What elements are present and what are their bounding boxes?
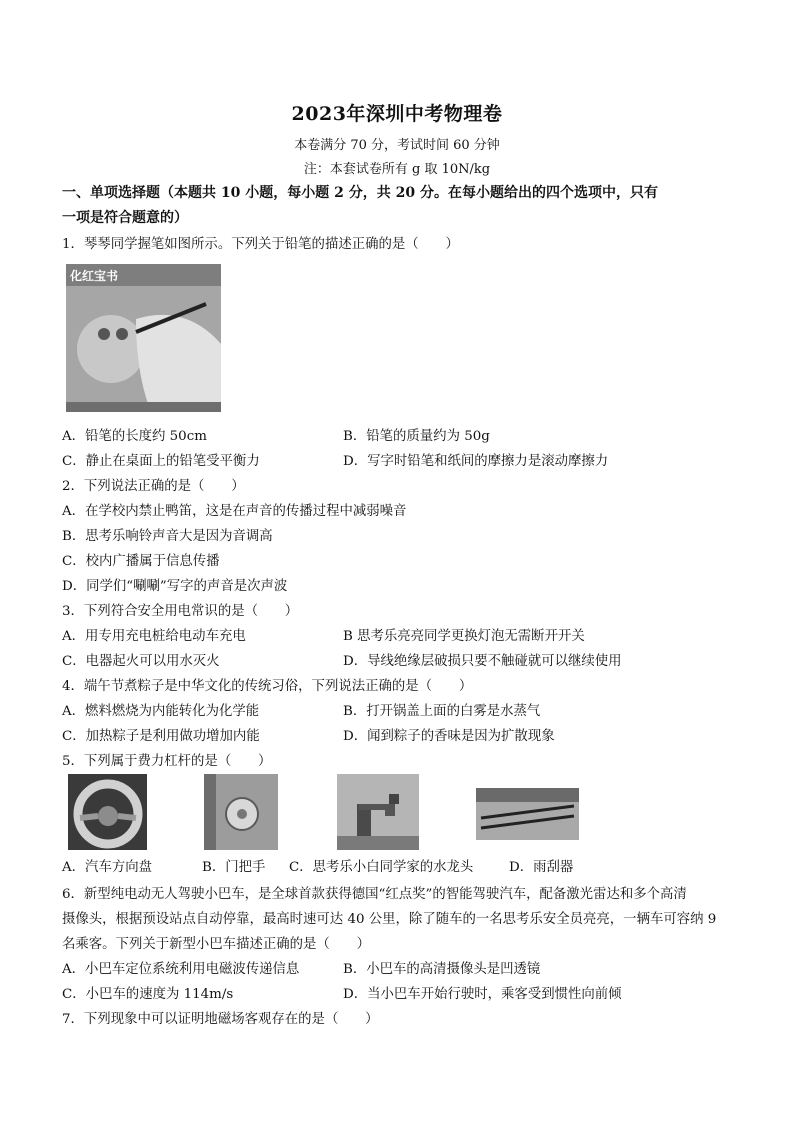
q6-stem-line1: 6．新型纯电动无人驾驶小巴车，是全球首款获得德国“红点奖”的智能驾驶汽车，配备激光雷达和多个高清 — [62, 887, 687, 902]
q1-option-b: B．铅笔的质量约为 50g — [343, 429, 490, 444]
q1-option-a: A．铅笔的长度约 50cm — [62, 429, 207, 444]
q4-option-a: A．燃料燃烧为内能转化为化学能 — [62, 704, 260, 719]
wiper-icon — [476, 788, 579, 840]
q1-option-d: D．写字时铅笔和纸间的摩擦力是滚动摩擦力 — [343, 454, 609, 469]
q1-option-c: C．静止在桌面上的铅笔受平衡力 — [62, 454, 260, 469]
q5-photo-door-knob — [204, 774, 278, 850]
q5-stem: 5．下列属于费力杠杆的是（ ） — [62, 754, 272, 769]
q7-stem: 7．下列现象中可以证明地磁场客观存在的是（ ） — [62, 1012, 379, 1027]
q4-option-b: B．打开锅盖上面的白雾是水蒸气 — [343, 704, 541, 719]
door-knob-icon — [204, 774, 278, 850]
q6-option-b: B．小巴车的高清摄像头是凹透镜 — [343, 962, 541, 977]
q4-stem: 4．端午节煮粽子是中华文化的传统习俗，下列说法正确的是（ ） — [62, 679, 473, 694]
q6-option-c: C．小巴车的速度为 114m/s — [62, 987, 234, 1002]
q5-option-b: B．门把手 — [202, 860, 266, 875]
q5-photo-wiper — [476, 788, 579, 840]
q5-option-c: C．思考乐小白同学家的水龙头 — [289, 860, 474, 875]
q4-option-d: D．闻到粽子的香味是因为扩散现象 — [343, 729, 555, 744]
q6-option-d: D．当小巴车开始行驶时，乘客受到惯性向前倾 — [343, 987, 622, 1002]
exam-title: 2023年深圳中考物理卷 — [291, 103, 503, 125]
q1-photo-illustration — [66, 264, 221, 412]
full-marks-note: 本卷满分 70 分，考试时间 60 分钟 — [294, 138, 500, 153]
section1-heading-line1: 一、单项选择题（本题共 10 小题，每小题 2 分，共 20 分。在每小题给出的四个选项中，只有 — [62, 185, 658, 201]
faucet-icon — [337, 774, 419, 850]
gravity-note: 注：本套试卷所有 g 取 10N/kg — [303, 162, 491, 177]
q5-option-a: A．汽车方向盘 — [62, 860, 153, 875]
q1-photo-book-title: 化红宝书 — [70, 269, 119, 283]
q3-option-d: D．导线绝缘层破损只要不触碰就可以继续使用 — [343, 654, 622, 669]
q2-option-d: D．同学们“唰唰”写字的声音是次声波 — [62, 579, 288, 594]
q6-option-a: A．小巴车定位系统利用电磁波传递信息 — [62, 962, 300, 977]
q2-option-a: A．在学校内禁止鸭笛，这是在声音的传播过程中减弱噪音 — [62, 504, 407, 519]
q3-stem: 3．下列符合安全用电常识的是（ ） — [62, 604, 299, 619]
q1-photo-pen-grip — [66, 264, 221, 412]
q2-option-c: C．校内广播属于信息传播 — [62, 554, 220, 569]
steering-wheel-icon — [68, 774, 147, 850]
q6-stem-line2: 摄像头，根据预设站点自动停靠，最高时速可达 40 公里，除了随车的一名思考乐安全员亮亮，一辆车可容纳 9 — [62, 912, 717, 927]
q6-stem-line3: 名乘客。下列关于新型小巴车描述正确的是（ ） — [62, 937, 370, 952]
q5-photo-faucet — [337, 774, 419, 850]
q2-option-b: B．思考乐响铃声音大是因为音调高 — [62, 529, 273, 544]
q5-option-d: D．雨刮器 — [509, 860, 574, 875]
q3-option-b: B 思考乐亮亮同学更换灯泡无需断开开关 — [343, 629, 585, 644]
q3-option-c: C．电器起火可以用水灭火 — [62, 654, 220, 669]
q3-option-a: A．用专用充电桩给电动车充电 — [62, 629, 246, 644]
q2-stem: 2．下列说法正确的是（ ） — [62, 479, 245, 494]
q1-stem: 1．琴琴同学握笔如图所示。下列关于铅笔的描述正确的是（ ） — [62, 237, 459, 252]
q4-option-c: C．加热粽子是利用做功增加内能 — [62, 729, 260, 744]
section1-heading-line2: 一项是符合题意的） — [62, 210, 188, 226]
q5-photo-steering-wheel — [68, 774, 147, 850]
